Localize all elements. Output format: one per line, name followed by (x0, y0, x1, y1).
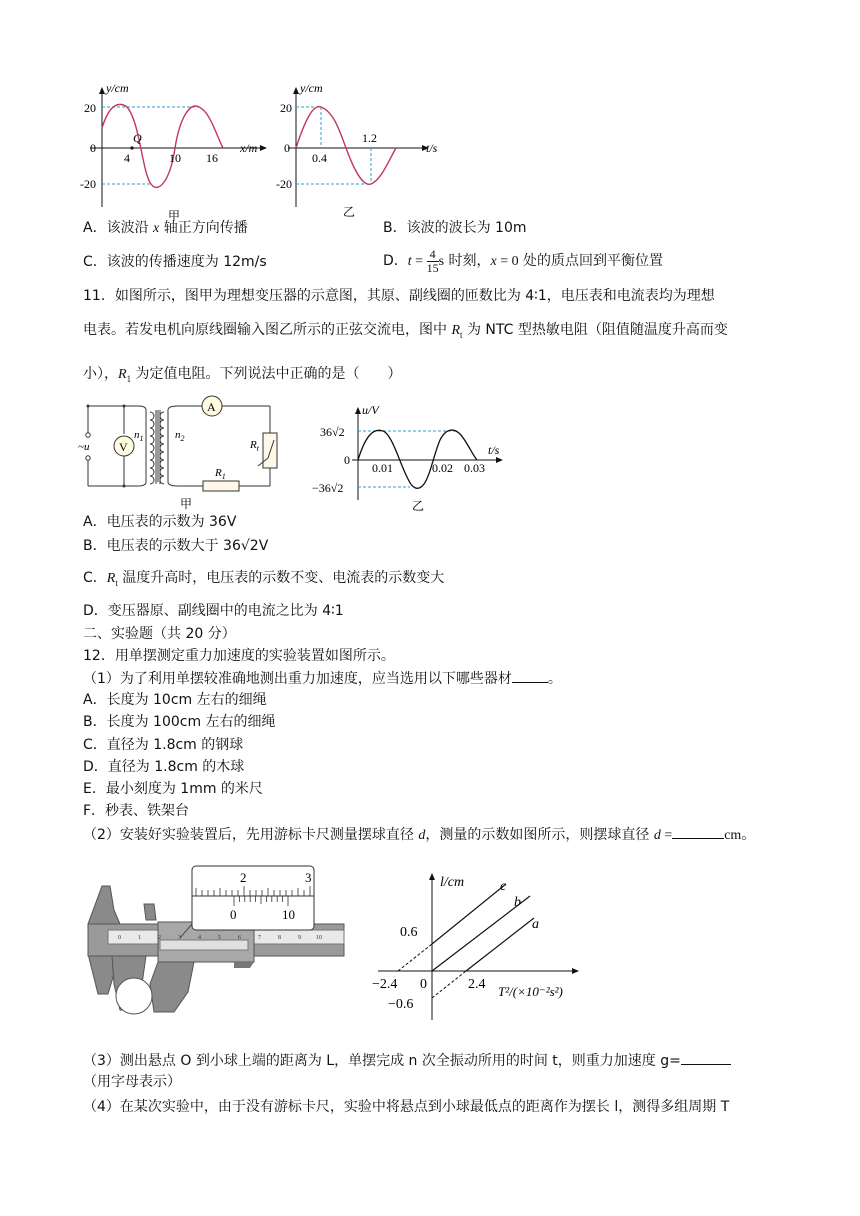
tick-10: 10 (169, 151, 181, 165)
stem-text: 电表。若发电机向原线圈输入图乙所示的正弦交流电，图中 (83, 322, 452, 338)
punct: 。 (547, 671, 562, 687)
svg-text:7: 7 (258, 935, 261, 941)
stem-text: 为 NTC 型热敏电阻（阻值随温度升高而变 (462, 322, 728, 338)
y-axis-label: l/cm (440, 875, 465, 890)
svg-text:3: 3 (178, 935, 181, 941)
n1-label: $n_1$ (134, 429, 144, 443)
q11-option-a: A．电压表的示数为 36V (83, 514, 237, 530)
part-text: ，测量的示数如图所示，则摆球直径 (425, 827, 654, 843)
tick-neg2.4: −2.4 (372, 977, 398, 992)
rt-label: $R_t$ (250, 439, 259, 453)
transformer-circuit-diagram (78, 396, 298, 514)
tick-20: 20 (84, 101, 96, 115)
tick-0: 0 (344, 453, 350, 467)
numerator: 4 (427, 248, 439, 262)
option-text: 处的质点回到平衡位置 (518, 253, 664, 269)
n2-label: $n_2$ (175, 429, 185, 443)
voltmeter-label: V (119, 440, 128, 454)
part-text: （2）安装好实验装置后，先用游标卡尺测量摆球直径 (83, 827, 419, 843)
tick-trough: −36√2 (312, 481, 344, 495)
q12-option-f: F．秒表、铁架台 (83, 803, 190, 819)
option-text: A．该波沿 (83, 220, 154, 236)
y-axis-label: y/cm (106, 81, 129, 95)
vernier-tick-0: 0 (230, 907, 237, 922)
q12-option-a: A．长度为 10cm 左右的细绳 (83, 692, 267, 708)
part-text: （3）测出悬点 O 到小球上端的距离为 L，单摆完成 n 次全振动所用的时间 t，则重力加速度 g= (83, 1053, 681, 1069)
graph-caption: 乙 (343, 205, 356, 219)
tick-0.03: 0.03 (464, 461, 485, 475)
answer-blank[interactable] (672, 824, 724, 839)
svg-text:0: 0 (118, 935, 121, 941)
svg-text:9: 9 (298, 935, 301, 941)
q12-title: 12．用单摆测定重力加速度的实验装置如图所示。 (83, 648, 395, 664)
answer-blank[interactable] (512, 668, 548, 683)
q12-part4: （4）在某次实验中，由于没有游标卡尺，实验中将悬点到小球最低点的距离作为摆长 l，测得多组周期 T (83, 1099, 730, 1115)
var-d: d (653, 828, 661, 843)
q12-part2 (83, 824, 755, 846)
tick-0.02: 0.02 (432, 461, 453, 475)
q10-option-b: B．该波的波长为 10m (383, 220, 527, 236)
tick-neg20: -20 (80, 177, 96, 191)
part-text: （1）为了利用单摆较准确地测出重力加速度，应当选用以下哪些器材 (83, 671, 512, 687)
var-r: R (451, 323, 461, 338)
option-label: D． (383, 253, 408, 269)
tick-0.4: 0.4 (312, 151, 327, 165)
q10-option-a (83, 218, 248, 239)
tick-2.4: 2.4 (468, 977, 486, 992)
fraction (427, 248, 439, 275)
var-d: d (418, 828, 426, 843)
tick-neg20: -20 (276, 177, 292, 191)
source-label: ~u (78, 441, 90, 453)
q11-stem-line1: 11．如图所示，图甲为理想变压器的示意图，其原、副线圈的匝数比为 4∶1，电压表和电流表均为理想 (83, 288, 715, 304)
resistor-icon (203, 481, 239, 491)
equals: = (660, 828, 673, 843)
line-a-label: a (532, 917, 539, 932)
r1-label: $R_1$ (215, 467, 226, 481)
q11-option-d: D．变压器原、副线圈中的电流之比为 4∶1 (83, 603, 344, 619)
point-q-label: Q (133, 131, 142, 145)
graph-caption: 甲 (168, 209, 181, 223)
main-tick-2: 2 (240, 870, 247, 885)
x-axis-label: t/s (488, 443, 500, 457)
x-axis-label: x/m (240, 141, 258, 155)
q12-option-d: D．直径为 1.8cm 的木球 (83, 759, 245, 775)
option-label: C． (83, 570, 107, 586)
tick-0.6: 0.6 (400, 925, 418, 940)
line-b-label: b (514, 895, 521, 910)
y-axis-label: u/V (362, 403, 379, 417)
x-axis-label: T²/(×10⁻²s²) (498, 984, 563, 999)
tick-neg0.6: −0.6 (388, 997, 414, 1012)
q12-option-e: E．最小刻度为 1mm 的米尺 (83, 781, 263, 797)
tick-1.2: 1.2 (362, 131, 377, 145)
equals-zero: = 0 (496, 254, 519, 269)
q12-part1 (83, 668, 562, 689)
tick-0: 0 (90, 141, 96, 155)
q10-option-c: C．该波的传播速度为 12m/s (83, 254, 267, 270)
tick-0.01: 0.01 (372, 461, 393, 475)
option-text: 轴正方向传播 (159, 220, 248, 236)
vernier-tick-10: 10 (282, 907, 295, 922)
q11-option-b: B．电压表的示数大于 36√2V (83, 538, 269, 554)
svg-text:2: 2 (158, 935, 161, 941)
svg-text:5: 5 (218, 935, 221, 941)
var-t: t (407, 254, 412, 269)
svg-text:8: 8 (278, 935, 281, 941)
var-r: R (118, 367, 127, 382)
denominator: 15 (426, 260, 439, 275)
wave-graph-jia (80, 82, 280, 222)
answer-blank[interactable] (681, 1050, 731, 1065)
q12-option-b: B．长度为 100cm 左右的细绳 (83, 714, 276, 730)
unit: s (438, 254, 445, 269)
tick-20: 20 (280, 101, 292, 115)
tick-peak: 36√2 (320, 425, 345, 439)
option-text: 时刻， (444, 253, 491, 269)
tick-0: 0 (420, 977, 427, 992)
q10-option-d (383, 244, 663, 279)
vernier-caliper-image (84, 864, 354, 1014)
stem-text: 为定值电阻。下列说法中正确的是（ ） (131, 366, 402, 382)
tick-0: 0 (284, 141, 290, 155)
subscript: t (460, 329, 463, 340)
q12-part3 (83, 1050, 731, 1071)
var-x: x (490, 254, 497, 269)
x-axis-label: t/s (426, 141, 438, 155)
pendulum-length-graph (368, 870, 618, 1025)
svg-text:6: 6 (238, 935, 241, 941)
q11-stem-line3 (83, 364, 402, 389)
svg-text:10: 10 (316, 935, 322, 941)
unit: cm (724, 828, 742, 843)
q12-option-c: C．直径为 1.8cm 的钢球 (83, 737, 244, 753)
subscript: 1 (126, 373, 132, 384)
option-var: x (153, 221, 160, 236)
vibration-graph-yi (278, 82, 458, 222)
option-text: 温度升高时，电压表的示数不变、电流表的示数变大 (117, 570, 445, 586)
q11-option-c (83, 568, 444, 593)
graph-caption: 乙 (412, 499, 425, 513)
stem-text: 小）， (83, 366, 118, 382)
section-heading: 二、实验题（共 20 分） (83, 626, 236, 642)
main-tick-3: 3 (305, 870, 312, 885)
q12-part3-note: （用字母表示） (83, 1074, 181, 1090)
tick-16: 16 (206, 151, 218, 165)
var-r: R (106, 571, 116, 586)
ammeter-label: A (207, 400, 216, 414)
subscript: t (115, 577, 118, 588)
y-axis-label: y/cm (300, 81, 323, 95)
tick-4: 4 (124, 151, 130, 165)
equals: = (411, 254, 427, 269)
q11-stem-line2 (83, 320, 728, 345)
line-c-label: c (500, 879, 507, 894)
circuit-caption: 甲 (180, 497, 193, 511)
svg-text:1: 1 (138, 935, 141, 941)
svg-text:4: 4 (198, 935, 201, 941)
punct: 。 (741, 827, 756, 843)
voltage-graph (312, 404, 512, 514)
